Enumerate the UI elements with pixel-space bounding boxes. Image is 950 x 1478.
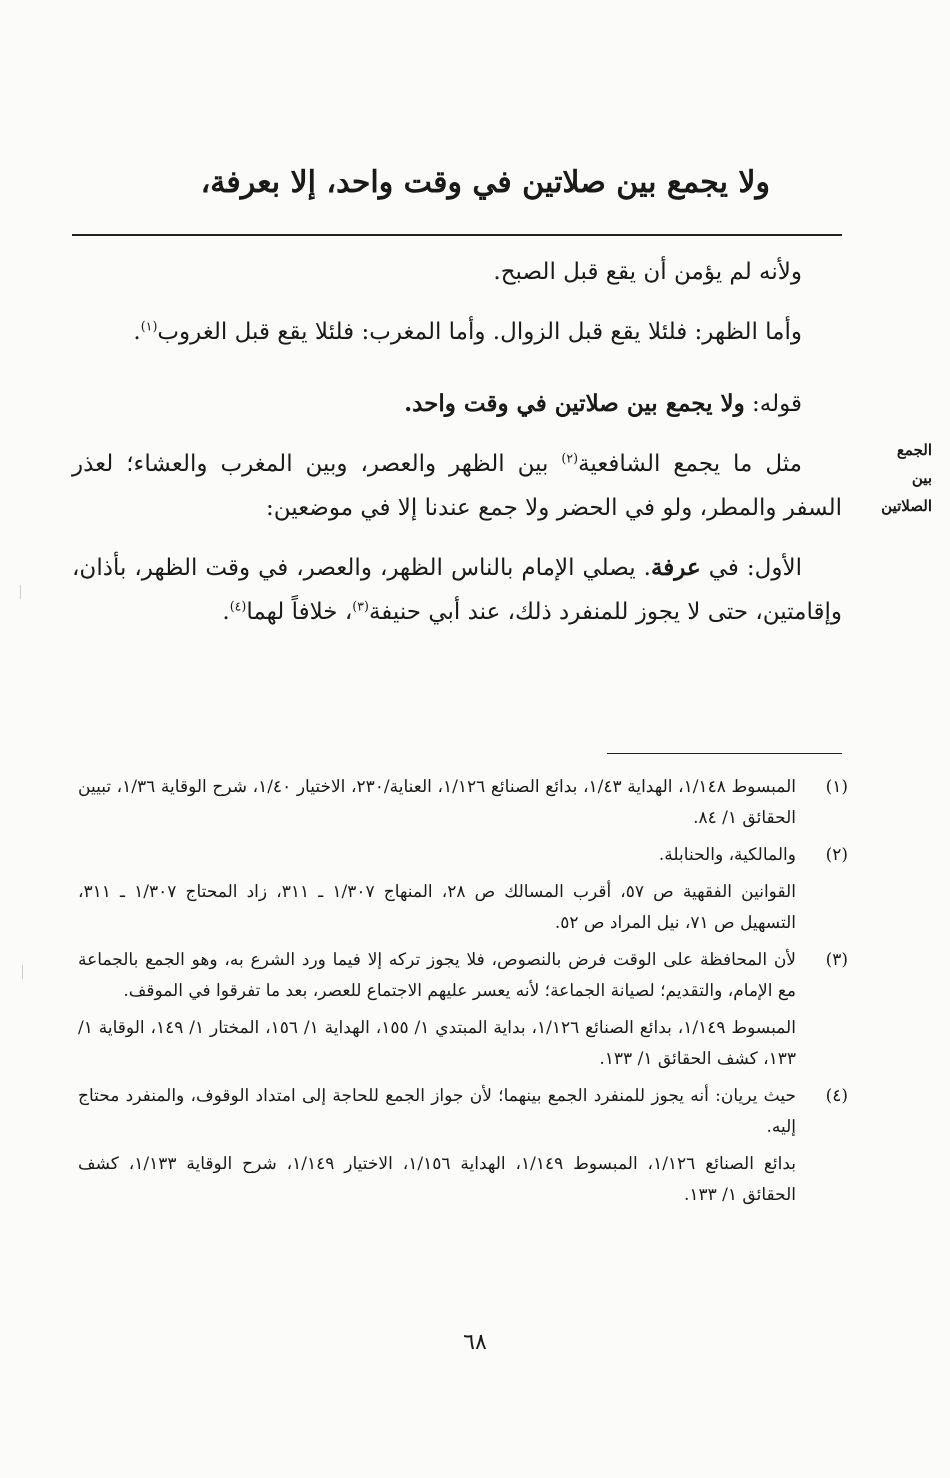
paragraph-text: ، خلافاً لهما — [246, 599, 353, 625]
footnote-text: المبسوط ١/١٤٩، بدائع الصنائع ١/١٢٦، بداية المبتدي ١/ ١٥٥، الهداية ١/ ١٥٦، المختار ١/ ١٤٩، الوقاية ١/ ١٣٣، كشف الحقائق ١/ ١٣٣. — [78, 1018, 796, 1069]
scan-mark — [22, 965, 23, 979]
header-rule — [72, 234, 842, 236]
paragraph-text: . — [222, 599, 230, 625]
footnote-ref: (٢) — [561, 450, 579, 466]
margin-note-line: الصلاتين — [881, 497, 932, 515]
paragraph-text: ولأنه لم يؤمن أن يقع قبل الصبح. — [493, 259, 802, 285]
paragraph-text: قوله: — [744, 391, 802, 417]
paragraph — [72, 442, 842, 530]
paragraph-text: . — [133, 319, 141, 345]
footnote-ref: (٣) — [352, 598, 369, 614]
running-header-title: ولا يجمع بين صلاتين في وقت واحد، إلا بعرفة، — [200, 165, 770, 200]
paragraph — [72, 310, 842, 354]
footnote-number: (٤) — [825, 1086, 848, 1106]
footnote-number: (٢) — [825, 845, 848, 865]
paragraph-text: . يصلي الإمام بالناس الظهر، والعصر، في وقت الظهر، بأذان، وإقامتين، حتى لا يجوز للمنفرد ذلك، عند أبي حنيفة — [72, 555, 842, 625]
footnote-separator — [607, 753, 842, 754]
page-number: ٦٨ — [463, 1330, 487, 1355]
footnote — [78, 1081, 848, 1211]
footnote-number: (٣) — [825, 950, 848, 970]
footnote-text: المبسوط ١/١٤٨، الهداية ١/٤٣، بدائع الصنائع ١/١٢٦، العناية/٢٣٠، الاختيار ١/٤٠، شرح الوقاية ١/٣٦، تبيين الحقائق ١/ ٨٤. — [78, 777, 796, 828]
footnote — [78, 945, 848, 1075]
footnote-text: والمالكية، والحنابلة. — [658, 845, 796, 865]
paragraph-text: مثل ما يجمع الشافعية — [578, 451, 803, 477]
footnote-number: (١) — [825, 777, 848, 797]
footnote — [78, 772, 848, 834]
footnote-ref: (١) — [140, 318, 158, 334]
margin-note — [862, 436, 932, 520]
footnote-ref: (٤) — [229, 598, 247, 614]
paragraph — [72, 546, 842, 634]
bold-term: عرفة — [650, 554, 701, 581]
paragraph-text: وأما الظهر: فلئلا يقع قبل الزوال. وأما المغرب: فلئلا يقع قبل الغروب — [157, 319, 802, 345]
main-text — [72, 250, 842, 650]
footnote-text: حيث يريان: أنه يجوز للمنفرد الجمع بينهما؛ لأن جواز الجمع للحاجة إلى امتداد الوقوف، والمنفرد محتاج إليه. — [78, 1086, 796, 1137]
quoted-matn — [72, 382, 842, 426]
footnotes — [78, 772, 848, 1217]
matn-bold: ولا يجمع بين صلاتين في وقت واحد. — [404, 390, 745, 417]
paragraph-text: بين الظهر والعصر، وبين المغرب والعشاء؛ لعذر السفر والمطر، ولو في الحضر ولا جمع عندنا إلا في موضعين: — [72, 451, 842, 521]
paragraph-text: الأول: في — [700, 555, 802, 581]
margin-note-line: الجمع — [896, 441, 932, 459]
scan-mark — [20, 585, 21, 599]
margin-note-line: بين — [911, 469, 932, 487]
paragraph — [72, 250, 842, 294]
footnote-text: القوانين الفقهية ص ٥٧، أقرب المسالك ص ٢٨، المنهاج ١/٣٠٧ ـ ٣١١، زاد المحتاج ١/٣٠٧ ـ ٣١١، التسهيل ص ٧١، نيل المراد ص ٥٢. — [78, 882, 796, 933]
footnote-text: لأن المحافظة على الوقت فرض بالنصوص، فلا يجوز تركه إلا فيما ورد الشرع به، وهو الجمع بالجماعة مع الإمام، والتقديم؛ لصيانة الجماعة؛ لأنه يعسر عليهم الاجتماع للعصر، بعد ما تفرقوا في الموقف. — [78, 950, 796, 1001]
footnote-text: بدائع الصنائع ١/١٢٦، المبسوط ١/١٤٩، الهداية ١/١٥٦، الاختيار ١/١٤٩، شرح الوقاية ١/١٣٣، كشف الحقائق ١/ ١٣٣. — [78, 1154, 797, 1205]
footnote — [78, 840, 848, 939]
